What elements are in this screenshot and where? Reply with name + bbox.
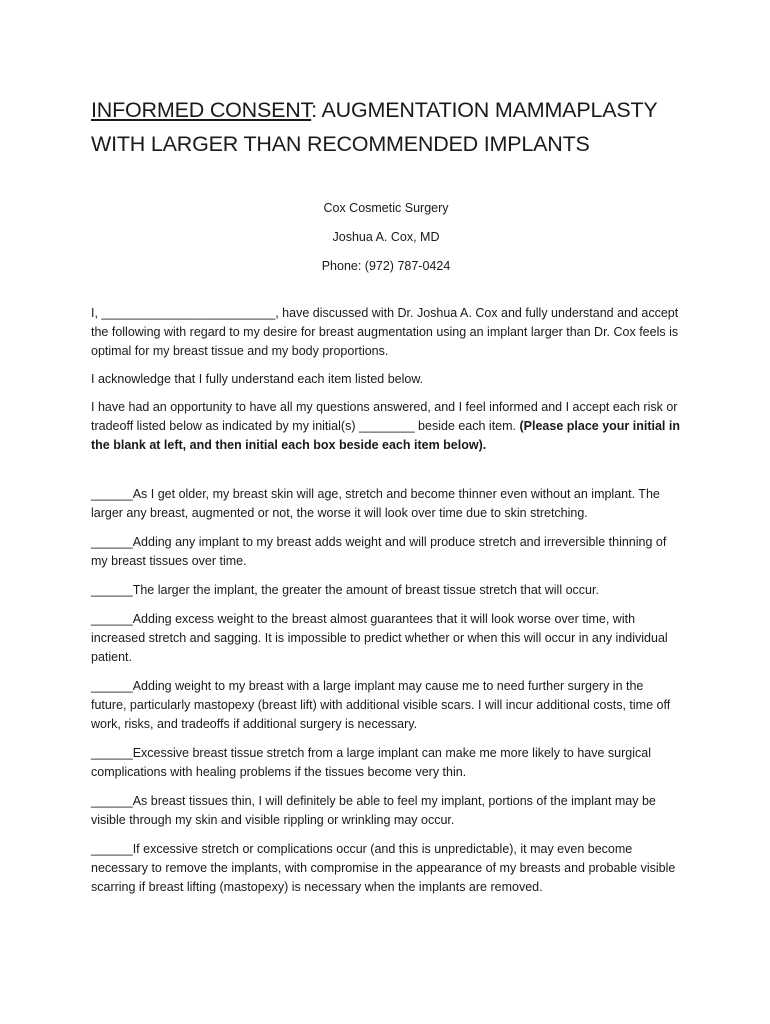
document-title [91, 93, 681, 161]
consent-document [91, 93, 681, 907]
title-underlined: INFORMED CONSENT [91, 98, 312, 122]
practice-name: Cox Cosmetic Surgery [323, 201, 449, 215]
consent-item: ______As I get older, my breast skin will age, stretch and become thinner even without an implant. The larger any breast, augmented or not, the worse it will look over time due to skin stretching. [91, 487, 660, 520]
consent-item: ______Adding weight to my breast with a large implant may cause me to need further surgery in the future, particularly mastopexy (breast lift) with additional visible scars. I will incur additional costs, time off work, risks, and tradeoffs if additional surgery is necessary. [91, 679, 671, 731]
consent-items-list [91, 485, 681, 897]
title-rest-line1: : AUGMENTATION MAMMAPLASTY [311, 98, 658, 122]
consent-item: ______Excessive breast tissue stretch from a large implant can make me more likely to have surgical complications with healing problems if the tissues become very thin. [91, 746, 651, 779]
consent-item: ______The larger the implant, the greater the amount of breast tissue stretch that will occur. [91, 583, 599, 597]
consent-item: ______If excessive stretch or complications occur (and this is unpredictable), it may even become necessary to remove the implants, with compromise in the appearance of my breasts and probable visible scarring if breast lifting (mastopexy) is necessary when the implants are removed. [91, 842, 676, 894]
acknowledge-paragraph: I acknowledge that I fully understand each item listed below. [91, 372, 424, 386]
questions-instruction: (Please place your initial in the blank at left, and then initial each box beside each item below). [91, 419, 680, 452]
doctor-name: Joshua A. Cox, MD [332, 230, 440, 244]
phone-number: Phone: (972) 787-0424 [321, 259, 451, 273]
consent-item: ______Adding excess weight to the breast almost guarantees that it will look worse over time, with increased stretch and sagging. It is impossible to predict whether or when this will occur in any individual patient. [91, 612, 668, 664]
consent-item: ______Adding any implant to my breast adds weight and will produce stretch and irreversible thinning of my breast tissues over time. [91, 535, 667, 568]
questions-text: I have had an opportunity to have all my questions answered, and I feel informed and I accept each risk or tradeoff listed below as indicated by my initial(s) ________ beside each item. [91, 400, 678, 433]
intro-paragraph: I, _________________________, have discussed with Dr. Joshua A. Cox and fully understand and accept the following with regard to my desire for breast augmentation using an implant larger than Dr. Cox feels is optimal for my breast tissue and my body proportions. [91, 306, 679, 358]
consent-item: ______As breast tissues thin, I will definitely be able to feel my implant, portions of the implant may be visible through my skin and visible rippling or wrinkling may occur. [91, 794, 656, 827]
questions-paragraph [91, 398, 681, 455]
title-line2: WITH LARGER THAN RECOMMENDED IMPLANTS [91, 132, 590, 156]
